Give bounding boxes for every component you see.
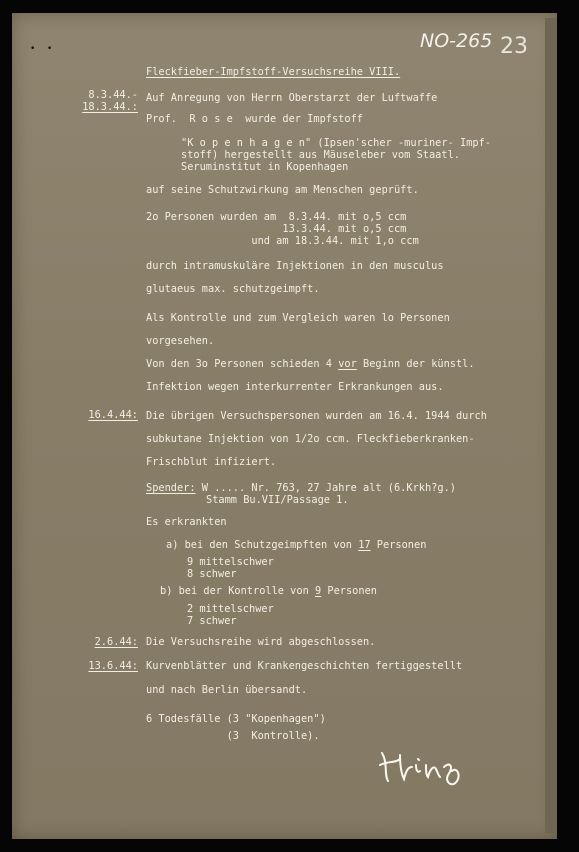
handwritten-signature (378, 745, 468, 795)
fell-ill-heading: Es erkrankten (146, 516, 227, 528)
entry2-line-1: Die übrigen Versuchspersonen wurden am 16.4. 1944 durch (146, 410, 487, 422)
entry3-date: 2.6.44: (94, 636, 138, 648)
donor-line-2: Stamm Bu.VII/Passage 1. (206, 494, 349, 506)
control-line-1: Als Kontrolle und zum Vergleich waren lo Personen (146, 312, 450, 324)
withdrawn-line-1: Von den 3o Personen schieden 4 vor Beginn der künstl. (146, 358, 475, 370)
vaccinated-severe: 8 schwer (187, 568, 237, 580)
dose-line-1: 2o Personen wurden am 8.3.44. mit o,5 ccm (146, 211, 407, 223)
donor-line-1: Spender: W ..... Nr. 763, 27 Jahre alt (6.Krkh?g.) (146, 482, 456, 494)
injection-line-2: glutaeus max. schutzgeimpft. (146, 283, 320, 295)
control-moderate: 2 mittelschwer (187, 603, 274, 615)
entry1-date-end: 18.3.44.: (82, 101, 138, 113)
vaccinated-group: a) bei den Schutzgeimpften von 17 Personen (166, 539, 427, 551)
entry4-line-1: Kurvenblätter und Krankengeschichten fertiggestellt (146, 660, 463, 672)
entry3-text: Die Versuchsreihe wird abgeschlossen. (146, 636, 376, 648)
control-severe: 7 schwer (187, 615, 237, 627)
entry1-date-start: 8.3.44.- (88, 89, 138, 101)
control-line-2: vorgesehen. (146, 335, 215, 347)
vaccine-line-2: stoff) hergestellt aus Mäuseleber vom Staatl. (181, 149, 460, 161)
withdrawn-line-2: Infektion wegen interkurrenter Erkrankungen aus. (146, 381, 444, 393)
entry2-line-3: Frischblut infiziert. (146, 456, 277, 468)
dose-line-2: 13.3.44. mit o,5 ccm (146, 223, 407, 235)
paper-edge (545, 18, 557, 833)
entry2-date: 16.4.44: (88, 409, 138, 421)
entry4-line-2: und nach Berlin übersandt. (146, 684, 308, 696)
entry2-line-2: subkutane Injektion von 1/2o ccm. Fleckfieberkranken- (146, 433, 475, 445)
dose-line-3: und am 18.3.44. mit 1,o ccm (146, 235, 419, 247)
control-group: b) bei der Kontrolle von 9 Personen (160, 585, 377, 597)
document-title: Fleckfieber-Impfstoff-Versuchsreihe VIII. (146, 66, 401, 78)
vaccine-line-1: "K o p e n h a g e n" (Ipsen'scher -muriner- Impf- (181, 137, 491, 149)
deaths-line-2: (3 Kontrolle). (146, 730, 320, 742)
entry1-line-1: Auf Anregung von Herrn Oberstarzt der Luftwaffe (146, 92, 438, 104)
vaccinated-moderate: 9 mittelschwer (187, 556, 274, 568)
entry4-date: 13.6.44: (88, 660, 138, 672)
punch-marks: • • (30, 44, 56, 54)
page-number: 23 (500, 34, 528, 59)
vaccine-line-3: Seruminstitut in Kopenhagen (181, 161, 349, 173)
entry1-line-2: Prof. R o s e wurde der Impfstoff (146, 113, 363, 125)
injection-line-1: durch intramuskuläre Injektionen in den musculus (146, 260, 444, 272)
entry1-tested: auf seine Schutzwirkung am Menschen geprüft. (146, 184, 419, 196)
deaths-line-1: 6 Todesfälle (3 "Kopenhagen") (146, 713, 326, 725)
archive-number: NO-265 (420, 30, 493, 52)
